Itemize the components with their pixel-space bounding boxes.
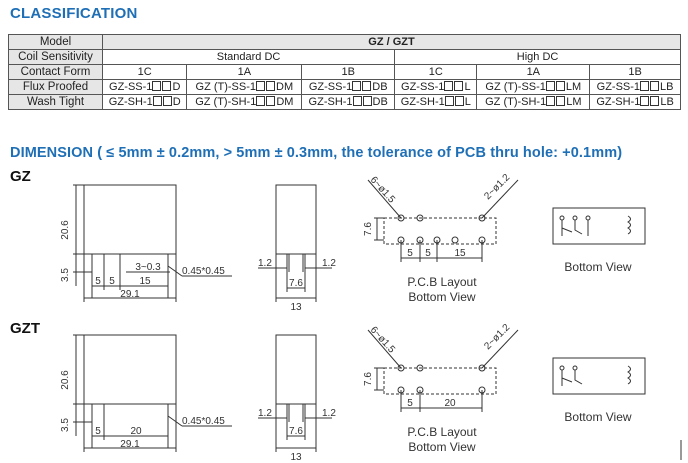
contact-cell: 1A xyxy=(477,65,590,80)
gz-dim-c: 15 xyxy=(139,276,151,287)
gzt-pcb-d1: 5 xyxy=(407,398,413,409)
gzt-dim-a: 5 xyxy=(95,426,101,437)
coil-standard-dc: Standard DC xyxy=(103,50,395,65)
gz-pin-note: 3~0.3 xyxy=(135,262,161,273)
gzt-side-left-dim: 1.2 xyxy=(258,408,272,419)
wash-cell: GZ-SH-1 D xyxy=(103,95,187,110)
row-header-coil: Coil Sensitivity xyxy=(9,50,103,65)
relay-side-body xyxy=(276,335,316,404)
flux-cell: GZ-SS-1 D xyxy=(103,80,187,95)
flux-cell: GZ-SS-1 DB xyxy=(302,80,395,95)
gz-label: GZ xyxy=(10,168,31,185)
flux-cell: GZ (T)-SS-1 DM xyxy=(187,80,302,95)
gz-pcb-layout xyxy=(363,172,518,304)
gz-pcb-layout-label: P.C.B Layout xyxy=(407,275,477,289)
row-header-flux: Flux Proofed xyxy=(9,80,103,95)
gzt-width-dim: 29.1 xyxy=(120,439,140,450)
relay-body xyxy=(84,335,176,404)
relay-body xyxy=(84,185,176,254)
gz-dim-b: 5 xyxy=(109,276,115,287)
model-value: GZ / GZT xyxy=(103,35,681,50)
gzt-pcb-layout xyxy=(363,322,518,454)
contact-cell: 1C xyxy=(395,65,477,80)
gz-pin-length-dim: 3.5 xyxy=(60,268,71,282)
gz-width-dim: 29.1 xyxy=(120,289,140,300)
gzt-label: GZT xyxy=(10,320,40,337)
gzt-side-right-dim: 1.2 xyxy=(322,408,336,419)
gzt-pcb-holes-left: 6~ø1.5 xyxy=(367,324,397,356)
gz-front-view xyxy=(60,185,232,302)
relay-side-body xyxy=(276,185,316,254)
gz-side-width-dim: 13 xyxy=(290,302,302,313)
gz-pcb-holes-right: 2~ø1.2 xyxy=(482,172,513,203)
contact-cell: 1C xyxy=(103,65,187,80)
coil-symbol xyxy=(628,366,631,384)
gzt-front-view xyxy=(60,335,232,452)
gzt-side-width-dim: 13 xyxy=(290,452,302,463)
gzt-pcb-holes-right: 2~ø1.2 xyxy=(482,322,513,353)
gzt-pcb-d3: 20 xyxy=(444,398,456,409)
row-header-contact: Contact Form xyxy=(9,65,103,80)
gz-side-right-dim: 1.2 xyxy=(322,258,336,269)
gzt-bottom-view xyxy=(553,358,645,424)
dimension-title: DIMENSION ( ≤ 5mm ± 0.2mm, > 5mm ± 0.3mm, the tolerance of PCB thru hole: +0.1mm) xyxy=(10,145,623,161)
gzt-dim-c: 20 xyxy=(130,426,142,437)
gzt-side-pitch-dim: 7.6 xyxy=(289,426,303,437)
gz-dim-a: 5 xyxy=(95,276,101,287)
gz-pcb-holes-left: 6~ø1.5 xyxy=(367,174,397,206)
gz-pcb-bottom-label: Bottom View xyxy=(408,290,476,304)
gz-height-dim: 20.6 xyxy=(60,220,71,240)
gz-bottom-view xyxy=(553,208,645,274)
wash-cell: GZ-SH-1 L xyxy=(395,95,477,110)
coil-symbol xyxy=(628,216,631,234)
coil-high-dc: High DC xyxy=(395,50,681,65)
gz-side-view xyxy=(258,185,336,313)
classification-title: CLASSIFICATION xyxy=(10,5,138,22)
gz-pcb-d2: 5 xyxy=(425,248,431,259)
wash-cell: GZ-SH-1 LB xyxy=(590,95,681,110)
gz-pcb-d3: 15 xyxy=(454,248,466,259)
contact-cell: 1A xyxy=(187,65,302,80)
gzt-pin-length-dim: 3.5 xyxy=(60,418,71,432)
wash-cell: GZ (T)-SH-1 DM xyxy=(187,95,302,110)
gzt-bottom-view-label: Bottom View xyxy=(564,410,632,424)
gz-side-left-dim: 1.2 xyxy=(258,258,272,269)
row-header-model: Model xyxy=(9,35,103,50)
wash-cell: GZ-SH-1 DB xyxy=(302,95,395,110)
flux-cell: GZ (T)-SS-1 LM xyxy=(477,80,590,95)
wash-cell: GZ (T)-SH-1 LM xyxy=(477,95,590,110)
gzt-pin-size: 0.45*0.45 xyxy=(182,416,225,427)
gz-bottom-view-label: Bottom View xyxy=(564,260,632,274)
gzt-height-dim: 20.6 xyxy=(60,370,71,390)
flux-cell: GZ-SS-1 LB xyxy=(590,80,681,95)
row-header-wash: Wash Tight xyxy=(9,95,103,110)
gz-pcb-pitch: 7.6 xyxy=(363,222,374,236)
contact-cell: 1B xyxy=(590,65,681,80)
gzt-pcb-layout-label: P.C.B Layout xyxy=(407,425,477,439)
gzt-pcb-pitch: 7.6 xyxy=(363,372,374,386)
gz-pcb-d1: 5 xyxy=(407,248,413,259)
contact-cell: 1B xyxy=(302,65,395,80)
gzt-pcb-bottom-label: Bottom View xyxy=(408,440,476,454)
gz-pin-size: 0.45*0.45 xyxy=(182,266,225,277)
flux-cell: GZ-SS-1 L xyxy=(395,80,477,95)
gzt-side-view xyxy=(258,335,336,463)
gz-side-pitch-dim: 7.6 xyxy=(289,278,303,289)
